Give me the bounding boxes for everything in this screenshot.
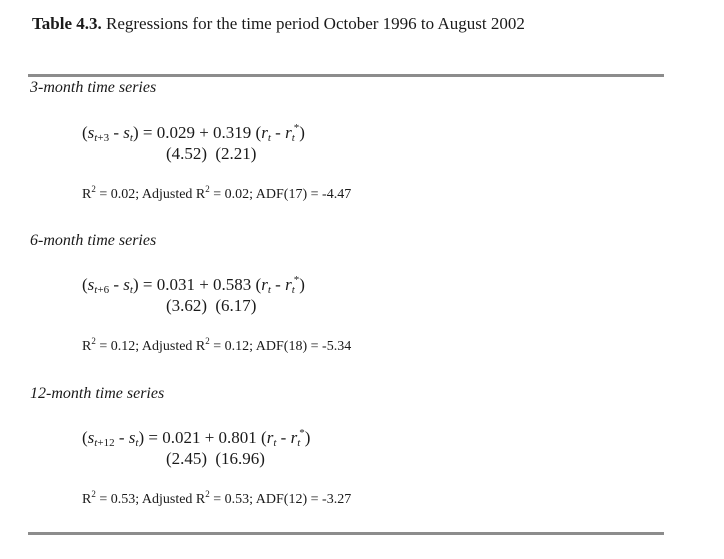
fit-statistics-12-month: $R^2 = 0.53$; Adjusted $R^2 = 0.53$; ADF(12) = -3.27 (82, 489, 352, 507)
top-rule (28, 74, 664, 77)
bottom-rule (28, 532, 664, 535)
regression-equation-12-month: $(s_{t+12} - s_t) = 0.021 + 0.801$ $(r_t - r_t^*)$ (82, 427, 311, 449)
regression-equation-3-month: $(s_{t+3} - s_t) = 0.029 + 0.319$ $(r_t - r_t^*)$ (82, 122, 305, 144)
t-statistics-3-month: (4.52) (2.21) (166, 144, 257, 163)
section-title-3-month: 3-month time series (30, 79, 157, 96)
table-label: Table 4.3. (32, 14, 102, 33)
fit-statistics-3-month: $R^2 = 0.02$; Adjusted $R^2 = 0.02$; ADF(17) = -4.47 (82, 184, 352, 202)
section-title-6-month: 6-month time series (30, 232, 157, 249)
regression-equation-6-month: $(s_{t+6} - s_t) = 0.031 + 0.583$ $(r_t - r_t^*)$ (82, 274, 305, 296)
t-statistics-6-month: (3.62) (6.17) (166, 296, 257, 315)
table-caption (32, 14, 525, 34)
t-statistics-12-month: (2.45) (16.96) (166, 449, 265, 468)
fit-statistics-6-month: $R^2 = 0.12$; Adjusted $R^2 = 0.12$; ADF(18) = -5.34 (82, 336, 352, 354)
table-title: Regressions for the time period October 1996 to August 2002 (106, 14, 525, 33)
section-title-12-month: 12-month time series (30, 385, 165, 402)
